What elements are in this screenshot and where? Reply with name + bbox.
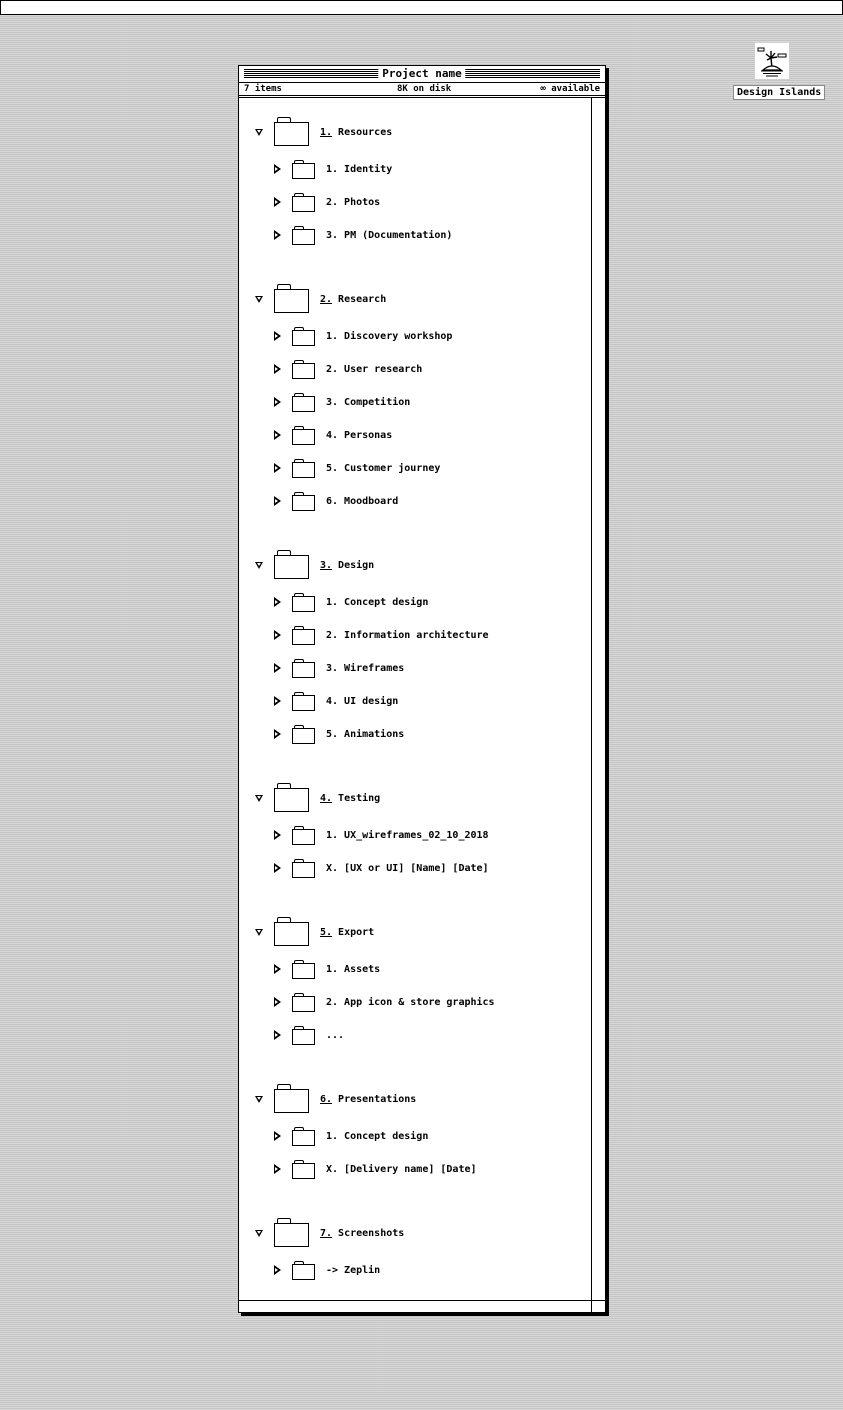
folder-number: 6. xyxy=(320,1093,333,1105)
folder-row-5[interactable] xyxy=(255,918,374,946)
subfolder-label: 5. Animations xyxy=(326,728,405,740)
expand-triangle-icon[interactable] xyxy=(274,630,281,640)
folder-row-2[interactable] xyxy=(255,285,386,313)
folder-icon xyxy=(274,555,309,579)
folder-name: Testing xyxy=(338,792,381,804)
info-bar xyxy=(239,83,605,96)
subfolder-row[interactable] xyxy=(274,992,495,1012)
disk-usage: 8K on disk xyxy=(397,84,452,94)
subfolder-row[interactable] xyxy=(274,625,489,645)
folder-label xyxy=(320,127,392,138)
expand-triangle-icon[interactable] xyxy=(274,197,281,207)
subfolder-row[interactable] xyxy=(274,1159,477,1179)
vertical-scrollbar[interactable] xyxy=(591,98,604,1301)
subfolder-label: 2. Information architecture xyxy=(326,629,489,641)
folder-label xyxy=(320,793,380,804)
subfolder-row[interactable] xyxy=(274,724,404,744)
folder-label xyxy=(320,560,374,571)
folder-icon xyxy=(292,829,315,845)
folder-row-4[interactable] xyxy=(255,784,380,812)
subfolder-row[interactable] xyxy=(274,592,428,612)
expand-triangle-icon[interactable] xyxy=(274,430,281,440)
subfolder-label: 3. Wireframes xyxy=(326,662,405,674)
expand-triangle-icon[interactable] xyxy=(274,331,281,341)
folder-name: Screenshots xyxy=(338,1227,405,1239)
folder-name: Research xyxy=(338,293,387,305)
folder-icon xyxy=(292,196,315,212)
subfolder-label: X. [UX or UI] [Name] [Date] xyxy=(326,862,489,874)
folder-icon xyxy=(292,596,315,612)
subfolder-row[interactable] xyxy=(274,425,392,445)
folder-icon xyxy=(292,330,315,346)
folder-icon xyxy=(292,629,315,645)
subfolder-label: 5. Customer journey xyxy=(326,462,441,474)
folder-name: Export xyxy=(338,926,375,938)
subfolder-label: 1. UX_wireframes_02_10_2018 xyxy=(326,829,489,841)
subfolder-row[interactable] xyxy=(274,458,440,478)
folder-name: Presentations xyxy=(338,1093,417,1105)
folder-number: 7. xyxy=(320,1227,333,1239)
subfolder-row[interactable] xyxy=(274,1260,380,1280)
expand-triangle-icon[interactable] xyxy=(274,364,281,374)
expand-triangle-icon[interactable] xyxy=(274,597,281,607)
expand-triangle-icon[interactable] xyxy=(274,164,281,174)
subfolder-label: X. [Delivery name] [Date] xyxy=(326,1163,477,1175)
folder-icon xyxy=(292,1029,315,1045)
subfolder-row[interactable] xyxy=(274,1025,344,1045)
subfolder-label: 2. App icon & store graphics xyxy=(326,996,495,1008)
subfolder-label: 1. Identity xyxy=(326,163,393,175)
folder-icon xyxy=(292,462,315,478)
folder-name: Design xyxy=(338,559,375,571)
expand-triangle-icon[interactable] xyxy=(274,1265,281,1275)
folder-icon xyxy=(292,229,315,245)
expand-triangle-icon[interactable] xyxy=(274,863,281,873)
folder-label xyxy=(320,1094,416,1105)
folder-number: 1. xyxy=(320,126,333,138)
subfolder-row[interactable] xyxy=(274,326,452,346)
folder-icon xyxy=(292,429,315,445)
horizontal-scrollbar[interactable] xyxy=(239,1300,605,1312)
folder-icon xyxy=(292,495,315,511)
subfolder-label: 4. Personas xyxy=(326,429,393,441)
subfolder-label: -> Zeplin xyxy=(326,1264,381,1276)
folder-icon xyxy=(274,922,309,946)
subfolder-row[interactable] xyxy=(274,225,452,245)
expand-triangle-icon[interactable] xyxy=(274,397,281,407)
folder-number: 2. xyxy=(320,293,333,305)
folder-label xyxy=(320,927,374,938)
expand-triangle-icon[interactable] xyxy=(274,463,281,473)
subfolder-label: 1. Discovery workshop xyxy=(326,330,453,342)
expand-triangle-icon[interactable] xyxy=(274,997,281,1007)
folder-row-6[interactable] xyxy=(255,1085,416,1113)
resize-corner[interactable] xyxy=(591,1301,604,1312)
subfolder-label: 3. PM (Documentation) xyxy=(326,229,453,241)
subfolder-label: 3. Competition xyxy=(326,396,411,408)
subfolder-label: ... xyxy=(326,1029,345,1041)
subfolder-label: 1. Concept design xyxy=(326,596,429,608)
subfolder-row[interactable] xyxy=(274,491,398,511)
folder-icon xyxy=(292,996,315,1012)
expand-triangle-icon[interactable] xyxy=(274,1164,281,1174)
folder-name: Resources xyxy=(338,126,393,138)
folder-icon xyxy=(292,163,315,179)
collapse-triangle-icon[interactable] xyxy=(255,1096,263,1103)
subfolder-row[interactable] xyxy=(274,691,398,711)
subfolder-row[interactable] xyxy=(274,192,380,212)
folder-number: 3. xyxy=(320,559,333,571)
expand-triangle-icon[interactable] xyxy=(274,830,281,840)
folder-icon xyxy=(292,1163,315,1179)
subfolder-row[interactable] xyxy=(274,858,489,878)
folder-icon xyxy=(292,728,315,744)
folder-list xyxy=(239,98,591,1300)
folder-icon xyxy=(292,862,315,878)
folder-label xyxy=(320,294,386,305)
folder-icon xyxy=(292,363,315,379)
expand-triangle-icon[interactable] xyxy=(274,1030,281,1040)
subfolder-label: 2. User research xyxy=(326,363,423,375)
collapse-triangle-icon[interactable] xyxy=(255,562,263,569)
subfolder-row[interactable] xyxy=(274,825,489,845)
expand-triangle-icon[interactable] xyxy=(274,663,281,673)
collapse-triangle-icon[interactable] xyxy=(255,129,263,136)
expand-triangle-icon[interactable] xyxy=(274,230,281,240)
expand-triangle-icon[interactable] xyxy=(274,1131,281,1141)
subfolder-row[interactable] xyxy=(274,392,410,412)
subfolder-label: 1. Assets xyxy=(326,963,381,975)
folder-number: 5. xyxy=(320,926,333,938)
expand-triangle-icon[interactable] xyxy=(274,729,281,739)
collapse-triangle-icon[interactable] xyxy=(255,296,263,303)
collapse-triangle-icon[interactable] xyxy=(255,1230,263,1237)
folder-icon xyxy=(274,788,309,812)
folder-icon xyxy=(274,289,309,313)
subfolder-row[interactable] xyxy=(274,1126,428,1146)
desktop-icon-label: Design Islands xyxy=(733,85,825,100)
folder-icon xyxy=(292,963,315,979)
subfolder-row[interactable] xyxy=(274,359,422,379)
expand-triangle-icon[interactable] xyxy=(274,696,281,706)
folder-label xyxy=(320,1228,404,1239)
island-icon xyxy=(754,42,790,80)
window-title: Project name xyxy=(378,66,465,81)
subfolder-label: 6. Moodboard xyxy=(326,495,399,507)
subfolder-label: 1. Concept design xyxy=(326,1130,429,1142)
menu-bar xyxy=(0,0,843,15)
items-count: 7 items xyxy=(244,84,282,94)
folder-icon xyxy=(292,695,315,711)
finder-window xyxy=(238,65,606,1313)
folder-icon xyxy=(292,396,315,412)
folder-icon xyxy=(292,1130,315,1146)
subfolder-label: 2. Photos xyxy=(326,196,381,208)
title-bar[interactable] xyxy=(239,66,605,83)
desktop-icon-design-islands[interactable] xyxy=(733,42,822,100)
subfolder-row[interactable] xyxy=(274,159,392,179)
subfolder-label: 4. UI design xyxy=(326,695,399,707)
subfolder-row[interactable] xyxy=(274,658,404,678)
folder-icon xyxy=(274,1223,309,1247)
expand-triangle-icon[interactable] xyxy=(274,496,281,506)
subfolder-row[interactable] xyxy=(274,959,380,979)
collapse-triangle-icon[interactable] xyxy=(255,929,263,936)
folder-row-3[interactable] xyxy=(255,551,374,579)
folder-number: 4. xyxy=(320,792,333,804)
collapse-triangle-icon[interactable] xyxy=(255,795,263,802)
folder-icon xyxy=(292,1264,315,1280)
folder-icon xyxy=(292,662,315,678)
folder-row-7[interactable] xyxy=(255,1219,404,1247)
folder-icon xyxy=(274,122,309,146)
available-space: ∞ available xyxy=(540,84,600,94)
expand-triangle-icon[interactable] xyxy=(274,964,281,974)
folder-icon xyxy=(274,1089,309,1113)
folder-row-1[interactable] xyxy=(255,118,392,146)
